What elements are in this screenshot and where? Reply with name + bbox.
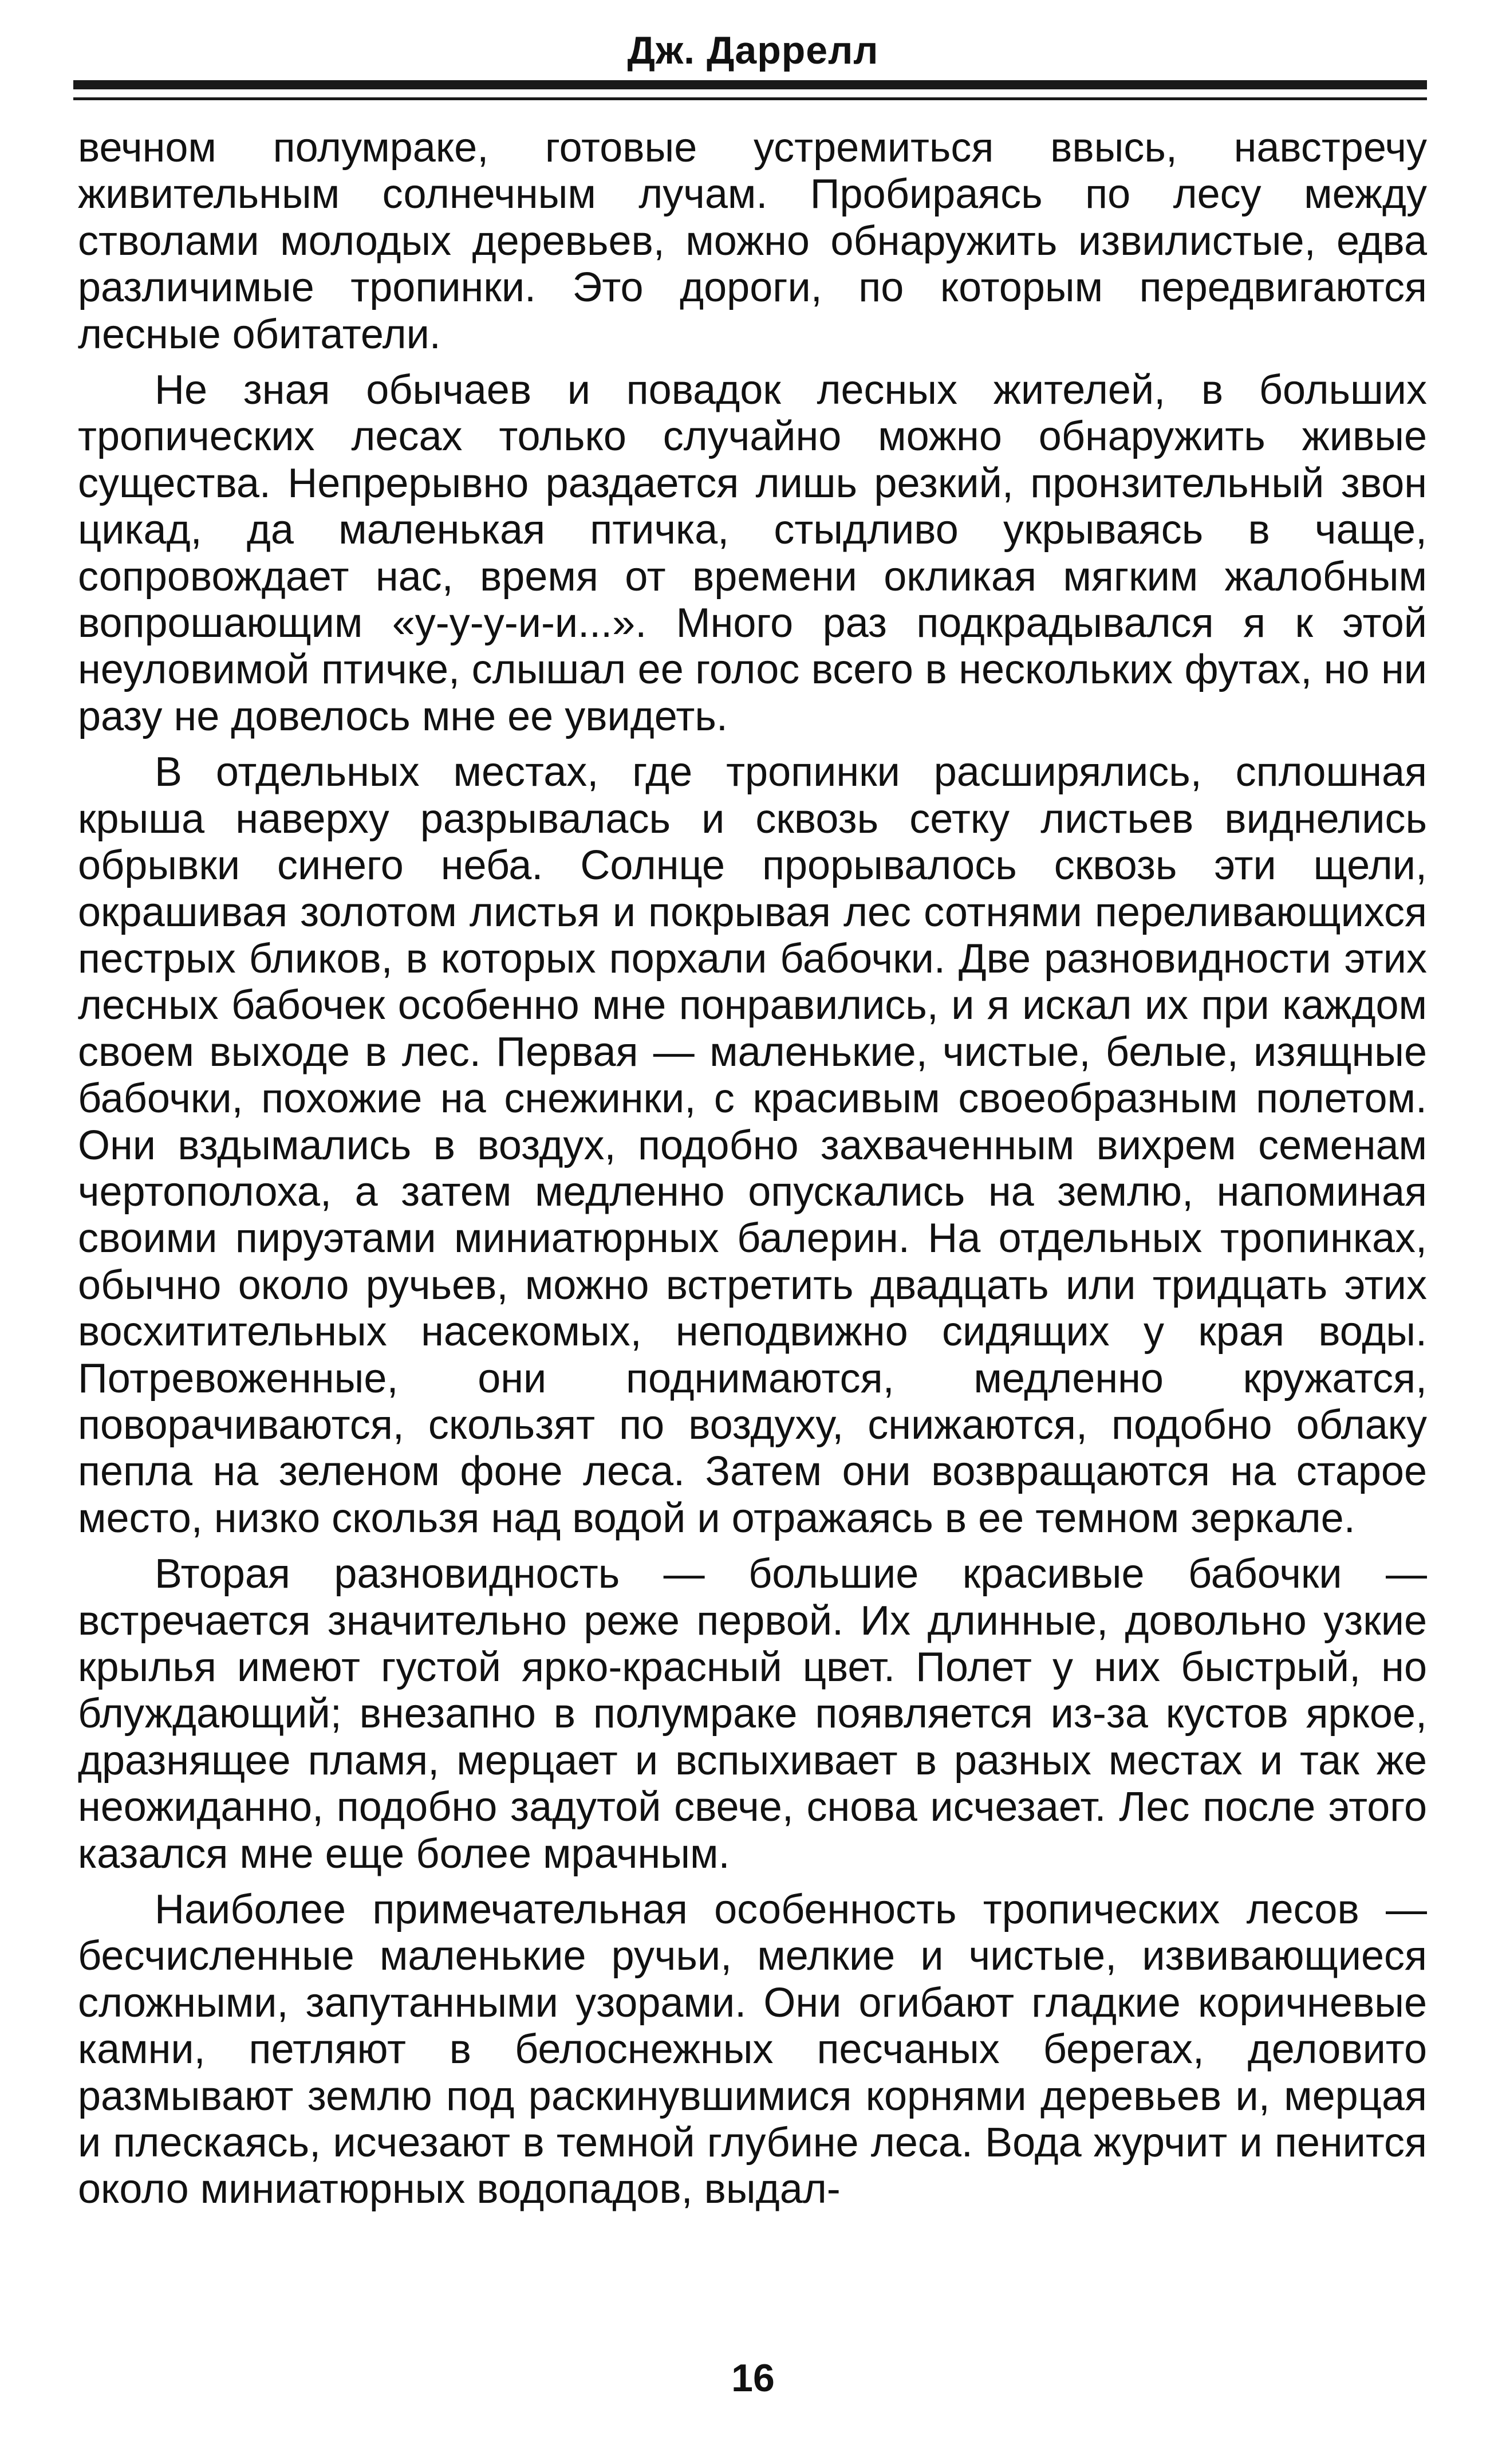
body-text [78, 125, 1427, 2222]
paragraph-red-butterflies: Вторая разновидность — большие красивые бабочки — встречается значительно реже первой. Их длинные, довольно узкие крылья имеют густой ярко-красный цвет. Полет у них быстрый, но блуждающий; внезапно в полумраке появляется из-за кустов яркое, дразнящее пламя, мерцает и вспыхивает в разных местах и так же неожиданно, подобно задутой свече, снова исчезает. Лес после этого казался мне еще более мрачным. [78, 1551, 1427, 1877]
paragraph-forest-inhabitants: Не зная обычаев и повадок лесных жителей, в больших тропических лесах только случайно можно обнаружить живые существа. Непрерывно раздается лишь резкий, пронзительный звон цикад, да маленькая птичка, стыдливо укрываясь в чаще, сопровождает нас, время от времени окликая мягким жалобным вопрошающим «у-у-у-и-и...». Много раз подкрадывался я к этой неуловимой птичке, слышал ее голос всего в нескольких футах, но ни разу не довелось мне ее увидеть. [78, 367, 1427, 739]
running-title: Дж. Даррелл [627, 29, 879, 72]
header-rule-thin [73, 97, 1427, 100]
paragraph-white-butterflies: В отдельных местах, где тропинки расширялись, сплошная крыша наверху разрывалась и сквозь сетку листьев виднелись обрывки синего неба. Солнце прорывалось сквозь эти щели, окрашивая золотом листья и покрывая лес сотнями переливающихся пестрых бликов, в которых порхали бабочки. Две разновидности этих лесных бабочек особенно мне понравились, и я искал их при каждом своем выходе в лес. Первая — маленькие, чистые, белые, изящные бабочки, похожие на снежинки, с красивым своеобразным полетом. Они вздымались в воздух, подобно захваченным вихрем семенам чертополоха, а затем медленно опускались на землю, напоминая своими пируэтами миниатюрных балерин. На отдельных тропинках, обычно около ручьев, можно встретить двадцать или тридцать этих восхитительных насекомых, неподвижно сидящих у края воды. Потревоженные, они поднимаются, медленно кружатся, поворачиваются, скользят по воздуху, снижаются, подобно облаку пепла на зеленом фоне леса. Затем они возвращаются на старое место, низко скользя над водой и отражаясь в ее темном зеркале. [78, 749, 1427, 1541]
paragraph-continued: вечном полумраке, готовые устремиться ввысь, навстречу живительным солнечным лучам. Пробираясь по лесу между стволами молодых деревьев, можно обнаружить извилистые, едва различимые тропинки. Это дороги, по которым передвигаются лесные обитатели. [78, 125, 1427, 357]
paragraph-forest-streams: Наиболее примечательная особенность тропических лесов — бесчисленные маленькие ручьи, мелкие и чистые, извивающиеся сложными, запутанными узорами. Они огибают гладкие коричневые камни, петляют в белоснежных песчаных берегах, деловито размывают землю под раскинувшимися корнями деревьев и, мерцая и плескаясь, исчезают в темной глубине леса. Вода журчит и пенится около миниатюрных водопадов, выдал- [78, 1887, 1427, 2213]
header-rule-thick [73, 80, 1427, 89]
page-number: 16 [731, 2356, 775, 2400]
